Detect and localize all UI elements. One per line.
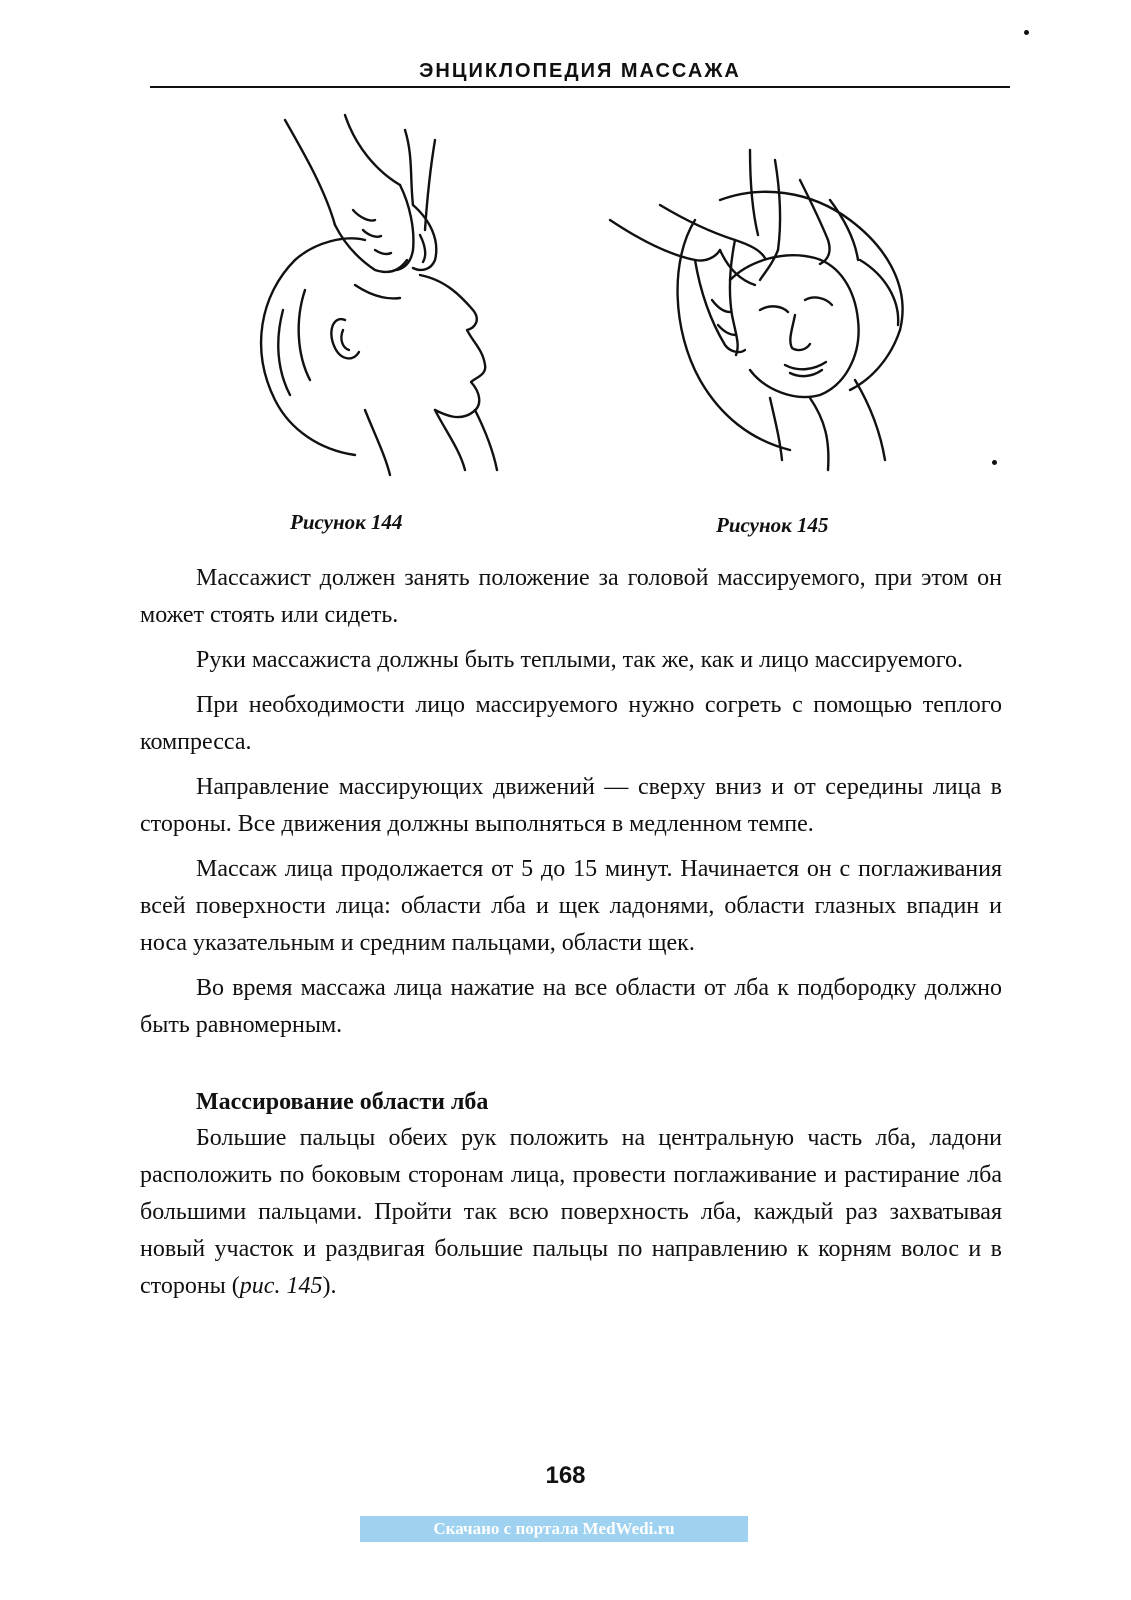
massage-head-side-illustration (235, 110, 535, 480)
download-source-watermark: Скачано с портала MedWedi.ru (360, 1516, 748, 1542)
paragraph: Направление массирующих движений — сверху вниз и от середины лица в стороны. Все движения должны выполняться в медленном темпе. (140, 774, 1002, 837)
paragraph: При необходимости лицо массируемого нужно согреть с помощью теплого компресса. (140, 692, 1002, 755)
section-heading: Массирование области лба (196, 1089, 489, 1115)
section-text-tail: ). (322, 1273, 337, 1299)
paragraph: Во время массажа лица нажатие на все области от лба к подбородку должно быть равномерным. (140, 975, 1002, 1038)
scan-speck (992, 460, 997, 465)
scan-speck (1024, 30, 1029, 35)
figure-144 (235, 110, 535, 480)
figure-reference: рис. 145 (239, 1273, 323, 1299)
running-head-rule (150, 86, 1010, 88)
paragraph: Массажист должен занять положение за головой массируемого, при этом он может стоять или сидеть. (140, 565, 1002, 628)
section-paragraph (140, 1120, 1002, 1305)
massage-face-front-illustration (600, 140, 930, 485)
page-number: 168 (545, 1462, 586, 1489)
body-text (140, 560, 1002, 1305)
paragraph: Массаж лица продолжается от 5 до 15 минут. Начинается он с поглаживания всей поверхности лица: области лба и щек ладонями, области глазных впадин и носа указательным и средним пальцами, области щек. (140, 856, 1002, 956)
paragraph: Руки массажиста должны быть теплыми, так же, как и лицо массируемого. (196, 647, 964, 673)
section-text: Большие пальцы обеих рук положить на центральную часть лба, ладони расположить по боковым сторонам лица, провести поглаживание и растирание лба большими пальцами. Пройти так всю поверхность лба, каждый раз захватывая новый участок и раздвигая большие пальцы по направлению к корням волос и в стороны ( (140, 1125, 1002, 1299)
running-head (150, 58, 1010, 88)
figure-145-caption: Рисунок 145 (716, 513, 829, 537)
figure-145 (600, 140, 930, 485)
running-head-title: ЭНЦИКЛОПЕДИЯ МАССАЖА (419, 60, 741, 82)
figure-144-caption: Рисунок 144 (290, 510, 403, 534)
